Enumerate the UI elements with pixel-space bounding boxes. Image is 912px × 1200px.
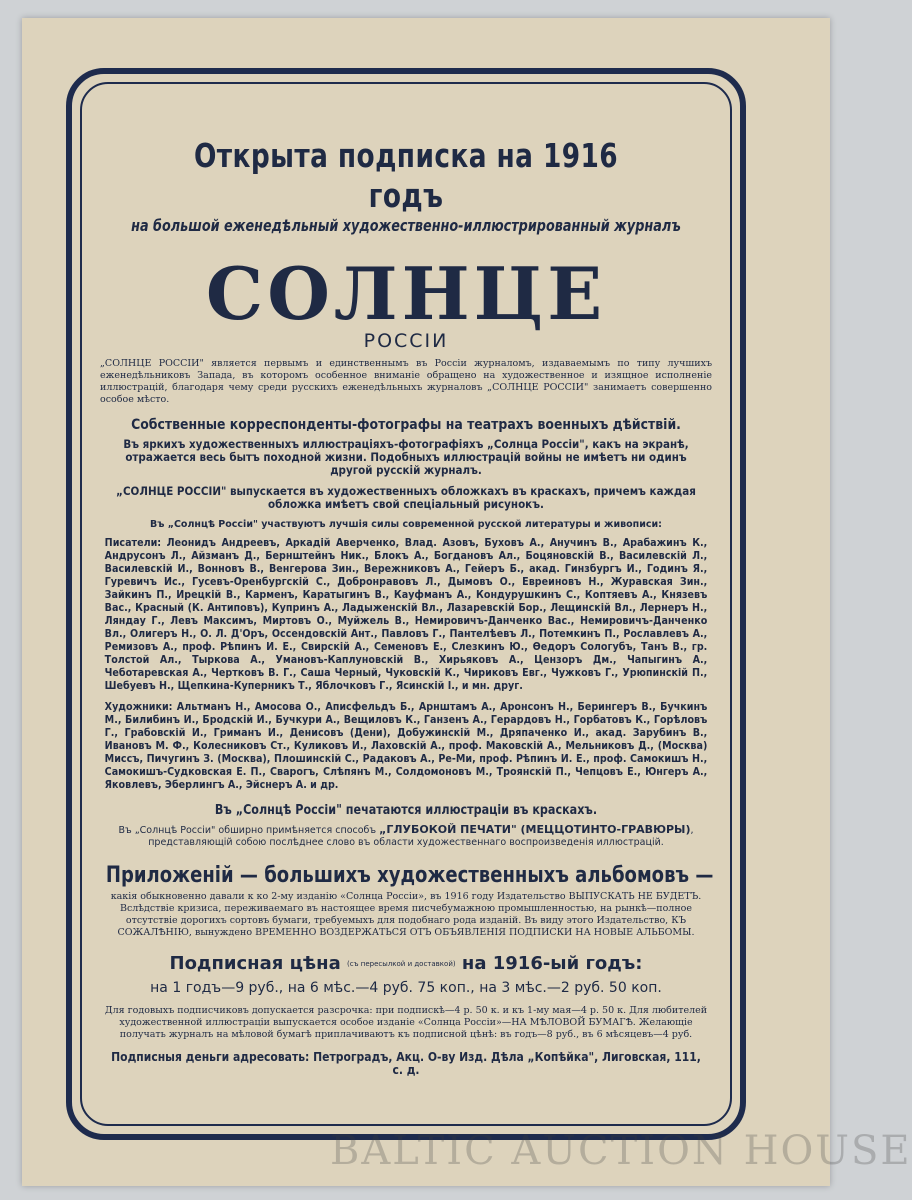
watermark-text: BALTIC AUCTION HOUSE (330, 1128, 912, 1174)
gravure-bold: „ГЛУБОКОЙ ПЕЧАТИ" (МЕЦЦОТИНТО-ГРАВЮРЫ) (379, 823, 691, 836)
price-heading-note: (съ пересылкой и доставкой) (347, 960, 456, 968)
albums-text: какiя обыкновенно давали к ко 2-му изданiю «Солнца Россiи», въ 1916 году Издательство ВЫПУСКАТЬ НЕ БУДЕТЪ. Вслѣдствiе кризиса, переживаемаго въ настоящее время писчебумажною промышленностью, на рынкѣ—полное отсутствiе дорогихъ сортовъ бумаги, требуемыхъ для подобнаго рода изданiй. Въ виду этого Издательство, КЪ СОЖАЛѢНIЮ, вынуждено ВРЕМЕННО ВОЗДЕРЖАТЬСЯ ОТЪ ОБЪЯВЛЕНIЯ ПОДПИСКИ НА НОВЫЕ АЛЬБОМЫ. (110, 891, 702, 938)
color-print-text: Въ „Солнцѣ Россiи" печатаются иллюстрацiи въ краскахъ. (214, 803, 598, 818)
price-heading-left: Подписная цѣна (169, 953, 341, 974)
intro-paragraph: „СОЛНЦЕ РОССIИ" является первымъ и единственнымъ въ Россiи журналомъ, издаваемымъ по типу лучшихъ еженедѣльниковъ Запада, въ которомъ особенное вниманiе обращено на художественное и изящное исполненiе иллюстрацiй, благодаря чему среди русскихъ еженедѣльныхъ журналовъ „СОЛНЦЕ РОССIИ" занимаетъ совершенно особое мѣсто. (100, 358, 712, 405)
advertisement-content (100, 100, 712, 1110)
gravure-paragraph (100, 824, 712, 849)
gravure-before: Въ „Солнцѣ Россiи" обширно примѣняется способъ (118, 825, 377, 836)
masthead-title: СОЛНЦЕ (205, 251, 607, 336)
correspondents-heading: Собственные корреспонденты-фотографы на театрахъ военныхъ дѣйствiй. (131, 417, 681, 433)
address-text: Подписныя деньги адресовать: Петроградъ, Акц. О-ву Изд. Дѣла „Копѣйка", Лиговская, 111, с. д. (111, 1050, 701, 1077)
correspondents-text: Въ яркихъ художественныхъ иллюстрацiяхъ-фотографiяхъ „Солнца Россiи", какъ на экранѣ, отражается весь бытъ походной жизни. Подобныхъ иллюстрацiй войны не имѣетъ ни одинъ другой русскiй журналъ. (123, 437, 689, 477)
page-title: Открыта подписка на 1916 годъ (193, 136, 619, 215)
writers-list: Писатели: Леонидъ Андреевъ, Аркадiй Аверченко, Влад. Азовъ, Буховъ А., Анучинъ В., Арабажинъ К., Андрусонъ Л., Айзманъ Д., Бернштейнъ Ник., Блокъ А., Богдановъ Ал., Боцяновскiй В., Василевскiй Л., Василевскiй И., Вонновъ В., Венгерова Зин., Вережниковъ А., Гейеръ Б., акад. Гинзбургъ И., Годинъ Я., Гуревичъ Ис., Гусевъ-Оренбургскiй С., Добронравовъ Л., Дымовъ О., Евреиновъ Н., Журавская Зин., Зайкинъ П., Ирецкiй В., Карменъ, Каратыгинъ В., Кауфманъ А., Кондурушкинъ С., Коптяевъ А., Князевъ Вас., Красный (К. Антиповъ), Купринъ А., Ладыженскiй Вл., Лазаревскiй Бор., Лещинскiй Вл., Лернеръ Н., Ляндау Г., Левъ Максимъ, Миртовъ О., Муйжель В., Немировичъ-Данченко Вас., Немировичъ-Данченко Вл., Олигеръ Н., О. Л. Д'Оръ, Оссендовскiй Ант., Павловъ Г., Пантелѣевъ Л., Потемкинъ П., Рославлевъ А., Ремизовъ А., проф. Рѣпинъ И. Е., Свирскiй А., Семеновъ Е., Слезкинъ Ю., Ѳедоръ Сологубъ, Танъ В., гр. Толстой Ал., Тыркова А., Умановъ-Каплуновскiй В., Хирьяковъ А., Цензоръ Дм., Чапыгинъ А., Чеботаревская А., Чертковъ В. Г., Саша Черный, Чуковскiй К., Чириковъ Евг., Чужковъ Г., Урюпинскiй П., Шебуевъ Н., Щепкина-Куперникъ Т., Яблочковъ Г., Ясинскiй I., и мн. друг. (104, 537, 708, 692)
masthead-subtitle: РОССIИ (363, 330, 449, 352)
price-heading-right: на 1916-ый годъ: (461, 953, 643, 974)
gravure-after: , представляющiй собою послѣднее слово въ области художественнаго воспроизведенiя иллюстрацiй. (148, 825, 694, 848)
best-forces-text: Въ „Солнцѣ Россiи" участвуютъ лучшiя силы современной русской литературы и живописи: (150, 519, 662, 530)
page-subtitle: на большой еженедѣльный художественно-иллюстрированный журналъ (131, 216, 681, 235)
installments-text: Для годовыхъ подписчиковъ допускается разсрочка: при подпискѣ—4 р. 50 к. и къ 1-му мая—4 р. 50 к. Для любителей художественной иллюстрацiи выпускается особое изданiе «Солнца Россiи»—НА МѢЛОВОЙ БУМАГѢ. Желающiе получать журналъ на мѣловой бумагѣ приплачиваютъ къ подписной цѣнѣ: въ годъ—8 руб., въ 6 мѣсяцевъ—4 руб. (104, 1005, 708, 1040)
albums-heading: Приложенiй — большихъ художественныхъ альбомовъ — (105, 863, 714, 888)
covers-text: „СОЛНЦЕ РОССIИ" выпускается въ художественныхъ обложкахъ въ краскахъ, причемъ каждая обложка имѣетъ свой спецiальный рисунокъ. (116, 484, 696, 511)
price-heading (100, 953, 712, 975)
price-line: на 1 годъ—9 руб., на 6 мѣс.—4 руб. 75 коп., на 3 мѣс.—2 руб. 50 коп. (150, 980, 662, 996)
artists-list: Художники: Альтманъ Н., Амосова О., Аписфельдъ Б., Арнштамъ А., Аронсонъ Н., Берингеръ В., Бучкинъ М., Билибинъ И., Бродскiй И., Бучкури А., Вещиловъ К., Ганзенъ А., Герардовъ Н., Горбатовъ К., Горѣловъ Г., Грабовскiй И., Гриманъ И., Денисовъ (Дени), Добужинскiй М., Дряпаченко И., акад. Зарубинъ В., Ивановъ М. Ф., Колесниковъ Ст., Куликовъ И., Лаховскiй А., проф. Маковскiй А., Мельниковъ Д., (Москва) Миссъ, Пичугинъ З. (Москва), Плошинскiй С., Радаковъ А., Ре-Ми, проф. Рѣпинъ И. Е., проф. Самокишъ Н., Самокишъ-Судковская Е. П., Сварогъ, Слѣпянъ М., Солдомоновъ М., Троянскiй П., Чепцовъ Е., Юнгеръ А., Яковлевъ, Эберлингъ А., Эйснеръ А. и др. (104, 701, 708, 791)
